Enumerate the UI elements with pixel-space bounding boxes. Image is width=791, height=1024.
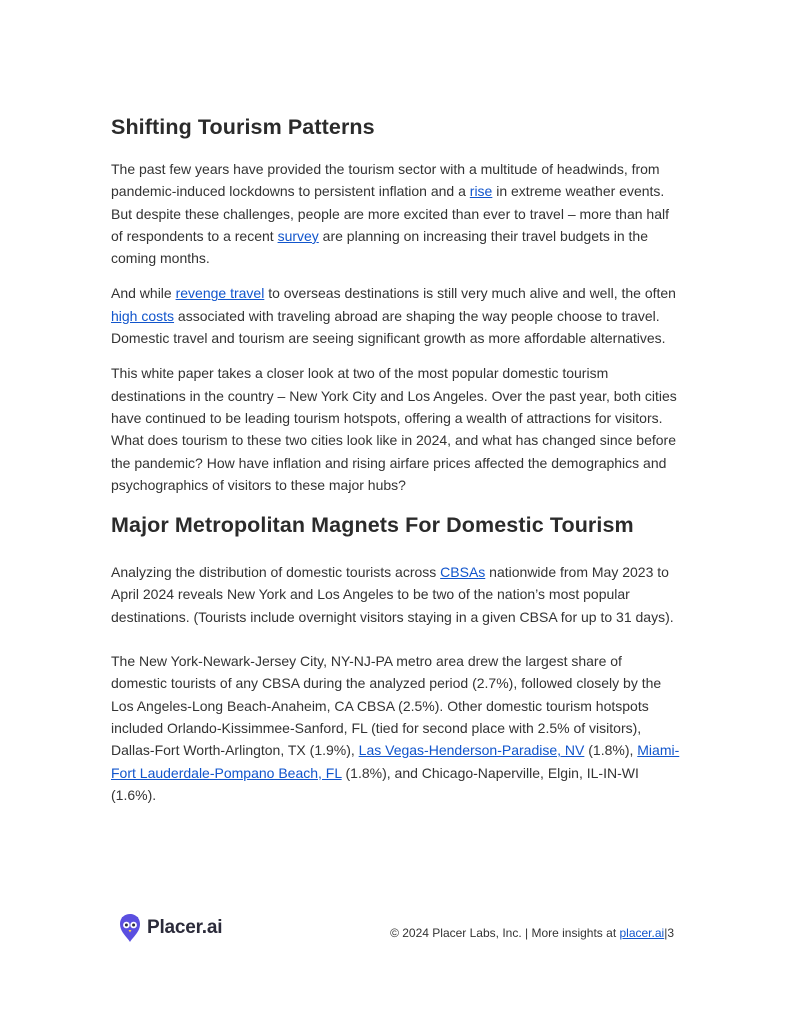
link-revenge-travel[interactable]: revenge travel: [175, 285, 265, 302]
link-las-vegas[interactable]: Las Vegas-Henderson-Paradise, NV: [358, 742, 585, 759]
text-run: (1.8%), and Chicago-Naperville, Elgin, IL-IN-WI (1.6%).: [111, 764, 639, 803]
link-rise[interactable]: rise: [469, 183, 493, 200]
placer-logo: [119, 912, 222, 944]
copyright-text: © 2024 Placer Labs, Inc. | More insights at: [390, 926, 620, 940]
text-run: And while: [111, 285, 176, 302]
owl-pin-icon: [119, 913, 141, 943]
text-run: to overseas destinations is still very much alive and well, the often: [264, 285, 676, 302]
section-heading-metropolitan-magnets: Major Metropolitan Magnets For Domestic Tourism: [111, 513, 634, 538]
paragraph-revenge-travel: [111, 282, 681, 349]
text-run: (1.8%),: [584, 742, 638, 759]
text-run: The New York-Newark-Jersey City, NY-NJ-PA metro area drew the largest share of domestic tourists of any CBSA during the analyzed period (2.7%), followed closely by the Los Angeles-Long Beach-Anaheim, CA CBSA (2.5%). Other domestic tourism hotspots included Orlando-Kissimmee-Sanford, FL (tied for second place with 2.5% of visitors), Dallas-Fort Worth-Arlington, TX (1.9%),: [111, 653, 662, 759]
text-run: Analyzing the distribution of domestic tourists across: [111, 564, 441, 581]
page-number: 3: [667, 926, 674, 940]
page-content: [111, 112, 681, 806]
paragraph-headwinds: [111, 158, 681, 269]
link-survey[interactable]: survey: [277, 227, 319, 244]
footer-copyright: [390, 926, 674, 940]
text-run: in extreme weather events. But despite these challenges, people are more excited than ever to travel – more than half of respondents to a recent: [111, 183, 670, 244]
link-placer-ai[interactable]: placer.ai: [619, 926, 665, 940]
link-cbsas[interactable]: CBSAs: [440, 564, 486, 581]
section-heading-shifting-tourism: Shifting Tourism Patterns: [111, 115, 375, 139]
paragraph-metro-rankings: [111, 650, 681, 806]
brand-name: Placer.ai: [147, 917, 223, 938]
link-miami[interactable]: Miami-Fort Lauderdale-Pompano Beach, FL: [111, 742, 680, 781]
text-run: associated with traveling abroad are shaping the way people choose to travel. Domestic travel and tourism are seeing significant growth as more affordable alternatives.: [111, 307, 666, 347]
link-high-costs[interactable]: high costs: [111, 307, 175, 324]
paragraph-cbsa-analysis: [111, 561, 681, 628]
text-run: nationwide from May 2023 to April 2024 reveals New York and Los Angeles to be two of the nation’s most popular destinations. (Tourists include overnight visitors staying in a given CBSA for up to 31 days).: [111, 564, 674, 625]
text-run: The past few years have provided the tourism sector with a multitude of headwinds, from pandemic-induced lockdowns to persistent inflation and a: [111, 161, 660, 200]
paragraph-white-paper-intro: This white paper takes a closer look at two of the most popular domestic tourism destinations in the country – New York City and Los Angeles. Over the past year, both cities have continued to be leading tourism hotspots, offering a wealth of attractions for visitors. What does tourism to these two cities look like in 2024, and what has changed since before the pandemic? How have inflation and rising airfare prices affected the demographics and psychographics of visitors to these major hubs?: [111, 365, 677, 493]
text-run: are planning on increasing their travel budgets in the coming months.: [111, 227, 649, 267]
footer-separator: |: [664, 926, 668, 940]
